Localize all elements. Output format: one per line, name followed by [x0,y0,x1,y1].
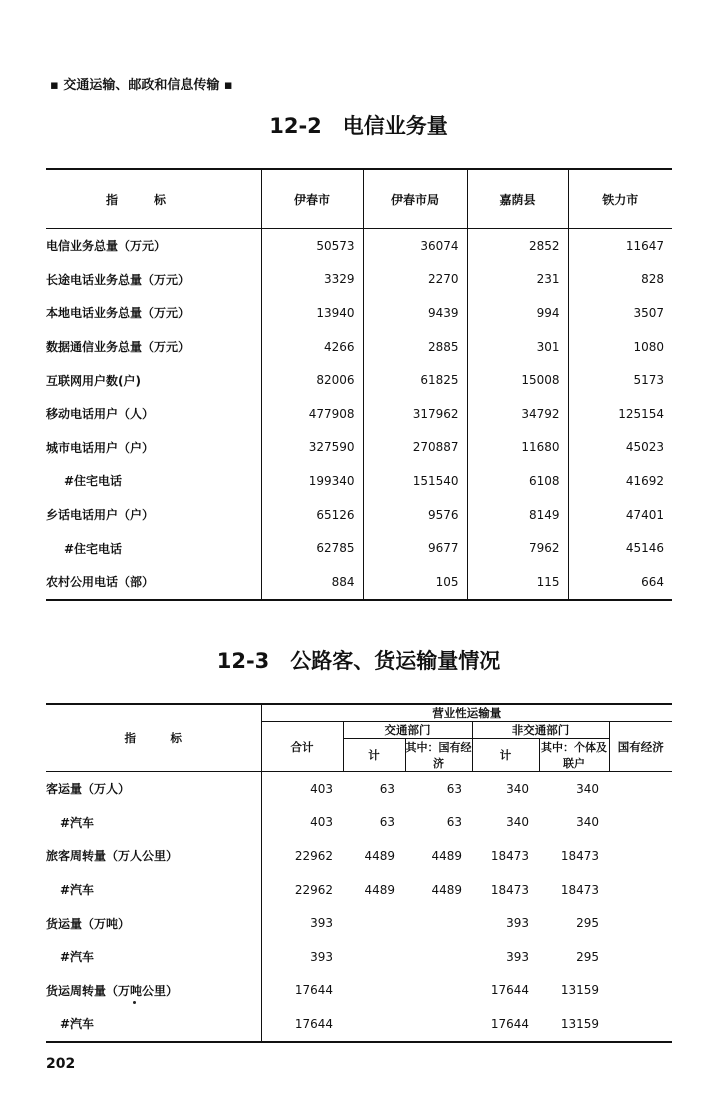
row-label: #汽车 [60,883,95,898]
cell-value [609,1007,672,1042]
cell-value: 61825 [363,363,467,397]
cell-value: 327590 [261,431,363,465]
cell-value: 8149 [467,498,568,532]
cell-value: 62785 [261,531,363,565]
cell-value: 393 [261,906,343,940]
cell-value: 4489 [431,882,462,897]
table-row [46,330,672,364]
cell-value: 6108 [467,464,568,498]
row-label: 货运周转量（万吨公里） [46,983,179,998]
cell-value: 11647 [568,229,672,263]
table-header-row [46,704,672,722]
cell-value [609,974,672,1008]
row-label: 数据通信业务总量（万元） [46,340,191,355]
header-state-owned-1: 其中：国有经济 [405,739,472,772]
table-row [46,464,672,498]
cell-value: 18473 [490,848,529,863]
cell-value [343,1007,405,1042]
header-nontransport-dept: 非交通部门 [472,722,609,739]
cell-value [405,906,472,940]
cell-value: 9439 [363,296,467,330]
cell-value: 13159 [560,1016,599,1031]
table-row [46,531,672,565]
cell-value: 45146 [568,531,672,565]
header-tieli-city: 铁力市 [568,169,672,229]
header-yichun-bureau: 伊春市局 [363,169,467,229]
cell-value: 2270 [363,263,467,297]
row-label: 本地电话业务总量（万元） [46,306,191,321]
cell-value: 664 [568,565,672,600]
cell-value [405,974,472,1008]
cell-value: 36074 [363,229,467,263]
table-row [46,1007,672,1042]
row-label: 货运量（万吨） [46,916,131,931]
row-label: 互联网用户数(户) [46,373,141,388]
cell-value: 403 [261,806,343,840]
cell-value: 317962 [363,397,467,431]
cell-value: 2885 [363,330,467,364]
cell-value: 295 [576,916,599,931]
table-row [46,431,672,465]
cell-value: 63 [379,815,395,830]
cell-value: 47401 [568,498,672,532]
cell-value: 15008 [467,363,568,397]
cell-value: 340 [506,781,529,796]
header-business-volume: 营业性运输量 [261,704,672,722]
cell-value: 41692 [568,464,672,498]
cell-value: 231 [467,263,568,297]
cell-value: 63 [446,781,462,796]
cell-value [405,1007,472,1042]
cell-value: 22962 [261,873,343,907]
cell-value: 63 [446,815,462,830]
table-row [46,363,672,397]
row-label: #汽车 [60,815,95,830]
table-row [46,397,672,431]
table-row [46,940,672,974]
cell-value: 17644 [261,1007,343,1042]
table-row [46,839,672,873]
header-individual: 其中：个体及联户 [539,739,609,772]
header-indicator: 指 标 [46,704,261,772]
cell-value: 828 [568,263,672,297]
table-row [46,229,672,263]
cell-value [343,974,405,1008]
table-row [46,296,672,330]
cell-value: 884 [261,565,363,600]
cell-value: 340 [506,815,529,830]
cell-value: 393 [506,949,529,964]
page-number: 202 [46,1056,76,1072]
row-label: #住宅电话 [64,541,123,556]
cell-value: 403 [261,772,343,806]
cell-value: 199340 [261,464,363,498]
road-transport-table [46,703,672,1043]
cell-value [609,806,672,840]
cell-value: 82006 [261,363,363,397]
header-yichun-city: 伊春市 [261,169,363,229]
cell-value: 11680 [467,431,568,465]
cell-value: 393 [506,916,529,931]
cell-value: 65126 [261,498,363,532]
cell-value: 50573 [261,229,363,263]
cell-value: 5173 [568,363,672,397]
cell-value: 18473 [560,848,599,863]
row-label: 乡话电话用户（户） [46,508,155,523]
cell-value: 4266 [261,330,363,364]
header-ji-2: 计 [472,739,539,772]
table-row [46,565,672,600]
cell-value [609,940,672,974]
cell-value [343,906,405,940]
cell-value: 151540 [363,464,467,498]
cell-value: 7962 [467,531,568,565]
cell-value: 4489 [431,848,462,863]
cell-value: 17644 [490,1016,529,1031]
cell-value [609,873,672,907]
cell-value [343,940,405,974]
cell-value: 1080 [568,330,672,364]
cell-value: 63 [379,781,395,796]
table-row [46,772,672,806]
cell-value [609,772,672,806]
row-label: 客运量（万人） [46,782,131,797]
cell-value: 270887 [363,431,467,465]
header-state-owned-2: 国有经济 [609,722,672,772]
telecom-table [46,168,672,601]
cell-value: 17644 [261,974,343,1008]
cell-value: 393 [261,940,343,974]
row-label: 农村公用电话（部） [46,575,155,590]
cell-value: 13940 [261,296,363,330]
table-header-row [46,169,672,229]
section-header: ▪ 交通运输、邮政和信息传输 ▪ [50,78,233,93]
header-transport-dept: 交通部门 [343,722,472,739]
cell-value: 17644 [490,983,529,998]
table-row [46,873,672,907]
cell-value [609,906,672,940]
row-label: 旅客周转量（万人公里） [46,849,179,864]
cell-value: 13159 [560,983,599,998]
cell-value: 295 [576,949,599,964]
cell-value: 3507 [568,296,672,330]
table-row [46,906,672,940]
cell-value [609,839,672,873]
cell-value: 125154 [568,397,672,431]
row-label: 电信业务总量（万元） [46,239,167,254]
cell-value: 9576 [363,498,467,532]
cell-value: 18473 [490,882,529,897]
table-row [46,263,672,297]
cell-value: 3329 [261,263,363,297]
ink-dot [133,1001,136,1004]
row-label: 长途电话业务总量（万元） [46,272,191,287]
cell-value [405,940,472,974]
cell-value: 994 [467,296,568,330]
table-row [46,498,672,532]
header-indicator: 指 标 [46,169,261,229]
cell-value: 105 [363,565,467,600]
header-jiayin-county: 嘉荫县 [467,169,568,229]
cell-value: 34792 [467,397,568,431]
cell-value: 477908 [261,397,363,431]
cell-value: 4489 [364,882,395,897]
cell-value: 2852 [467,229,568,263]
table-row [46,806,672,840]
table-row [46,974,672,1008]
cell-value: 115 [467,565,568,600]
row-label: #汽车 [60,950,95,965]
row-label: 城市电话用户（户） [46,440,155,455]
header-total: 合计 [261,722,343,772]
row-label: 移动电话用户（人） [46,407,155,422]
row-label: #汽车 [60,1017,95,1032]
cell-value: 22962 [261,839,343,873]
cell-value: 340 [576,815,599,830]
header-ji-1: 计 [343,739,405,772]
cell-value: 340 [576,781,599,796]
table1-title: 12-2 电信业务量 [269,114,448,138]
cell-value: 4489 [364,848,395,863]
row-label: #住宅电话 [64,474,123,489]
cell-value: 45023 [568,431,672,465]
table2-title: 12-3 公路客、货运输量情况 [216,649,501,673]
cell-value: 301 [467,330,568,364]
cell-value: 9677 [363,531,467,565]
cell-value: 18473 [560,882,599,897]
